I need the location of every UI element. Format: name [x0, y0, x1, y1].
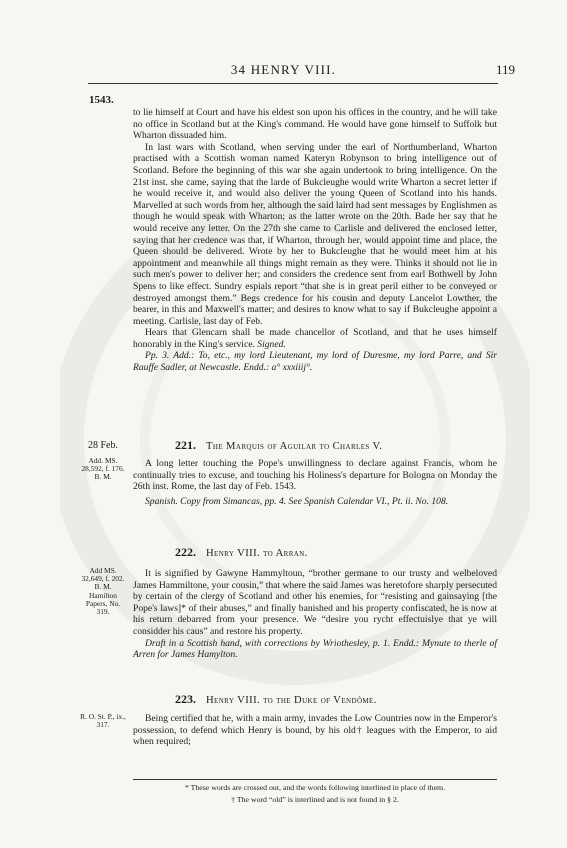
- entry-heading: [175, 692, 377, 707]
- continuation-paragraph: to lie himself at Court and have his eldest son upon his offices in the country, and he will take no office in Scotland but at the King's command. He would have gone himself to Suffolk but Wharton dissuaded him.: [133, 107, 497, 142]
- entry-date: 28 Feb.: [88, 440, 118, 451]
- entry-heading: [175, 545, 308, 560]
- entry-body-block: [133, 713, 497, 748]
- entry-body: A long letter touching the Pope's unwillingness to declare against Francis, whom he continually tries to excuse, and touching his Holiness's departure for Bologna on Monday the 26th inst. Rome, the last day of Feb. 1543.: [133, 458, 497, 493]
- paragraph-text: Hears that Glencarn shall be made chancellor of Scotland, and that he uses himself honorably in the King's service.: [133, 327, 497, 350]
- entry-number: 221.: [175, 438, 196, 452]
- entry-title: Henry VIII. to the Duke of Vendôme.: [206, 695, 377, 706]
- entry-note: Spanish. Copy from Simancas, pp. 4. See Spanish Calendar VI., Pt. ii. No. 108.: [145, 495, 449, 507]
- manuscript-reference: Add. MS. 28,592, f. 176. B. M.: [81, 456, 125, 482]
- entry-title: The Marquis of Aguilar to Charles V.: [206, 441, 383, 452]
- entry-note: Draft in a Scottish hand, with corrections by Wriothesley, p. 1. Endd.: Mynute to therle of Arren for James Hamylton.: [133, 637, 497, 661]
- continuation-paragraph: [133, 327, 497, 350]
- continuation-paragraph: In last wars with Scotland, when serving under the earl of Northumberland, Wharton practised with a Scottish woman named Kateryn Robynson to bring intelligence out of Scotland. Before the beginning of this war she again undertook to bring intelligence. On the 21st inst. she came, saying that the larde of Bukcleughe would write Wharton a secret letter if he would receive it, and would also deliver the young Queen of Scotland into his hands. Marvelled at such words from her, although the said laird had sent messages by Englishmen as though he would speak with Wharton; as the latter wrote on the 20th. Bade her say that he would receive any letter. On the 27th she came to Carlisle and delivered the enclosed letter, saying that her credence was that, if Wharton, through her, would appoint time and place, the Queen should be delivered. Wrote by her to Bukcleughe that he would meet him at his appointment and meanwhile all things might remain as they were. Thinks it should not lie in such men's power to deliver her; and considers the credence sent from earl Bothwell by John Spens to like effect. Sundry espials report “that she is in great peril either to be conveyed or destroyed amongst them.” Begs credence for his cousin and deputy Lancelot Lowther, the bearer, in this and Maxwell's matter; and desires to know what to say if Bukcleughe appoint a meeting. Carlisle, last day of Feb.: [133, 141, 497, 327]
- manuscript-reference: R. O. St. P., ix., 317.: [80, 712, 126, 730]
- entry-number: 222.: [175, 545, 196, 559]
- header-rule: [88, 83, 498, 84]
- manuscript-reference: Add MS. 32,649, f. 202. B. M. Hamilton Papers, No. 319.: [81, 566, 125, 617]
- page-number: 119: [495, 62, 515, 77]
- continuation-block: [133, 107, 497, 374]
- footnote: † The word “old” is interlined and is not found in § 2.: [231, 795, 399, 804]
- entry-body-block: [133, 458, 497, 507]
- footnote-rule: [133, 779, 497, 780]
- running-head-title: 34 HENRY VIII.: [230, 62, 337, 77]
- margin-year: 1543.: [89, 94, 114, 106]
- footnote: * These words are crossed out, and the words following interlined in place of them.: [184, 783, 446, 792]
- endorsement-note: Pp. 3. Add.: To, etc., my lord Lieutenant, my lord of Duresme, my lord Parre, and Sir Rauffe Sadler, at Newcastle. Endd.: a° xxxiiij°.: [133, 350, 497, 374]
- entry-title: Henry VIII. to Arran.: [206, 548, 308, 559]
- entry-body: It is signified by Gawyne Hammyltoun, “brother germane to our trusty and welbeloved James Hammiltone, your cousin,” that where the said James was heretofore sharply persecuted by certain of the clergy of Scotland and other his enemies, for “resisting and gainsaying [the Pope's laws]* of their abuses,” and finally banished and his property confiscated, he is now at his return debarred from your presence. We “desire you rycht effectuislye that ye will considder his caus” and restore his property.: [133, 568, 497, 637]
- entry-number: 223.: [175, 692, 196, 706]
- entry-heading: [175, 438, 382, 453]
- signed-mark: Signed.: [257, 338, 286, 350]
- entry-body: Being certified that he, with a main army, invades the Low Countries now in the Emperor's possession, to defend which Henry is bound, by his old† leagues with the Emperor, to aid when required;: [133, 713, 497, 748]
- entry-body-block: [133, 568, 497, 661]
